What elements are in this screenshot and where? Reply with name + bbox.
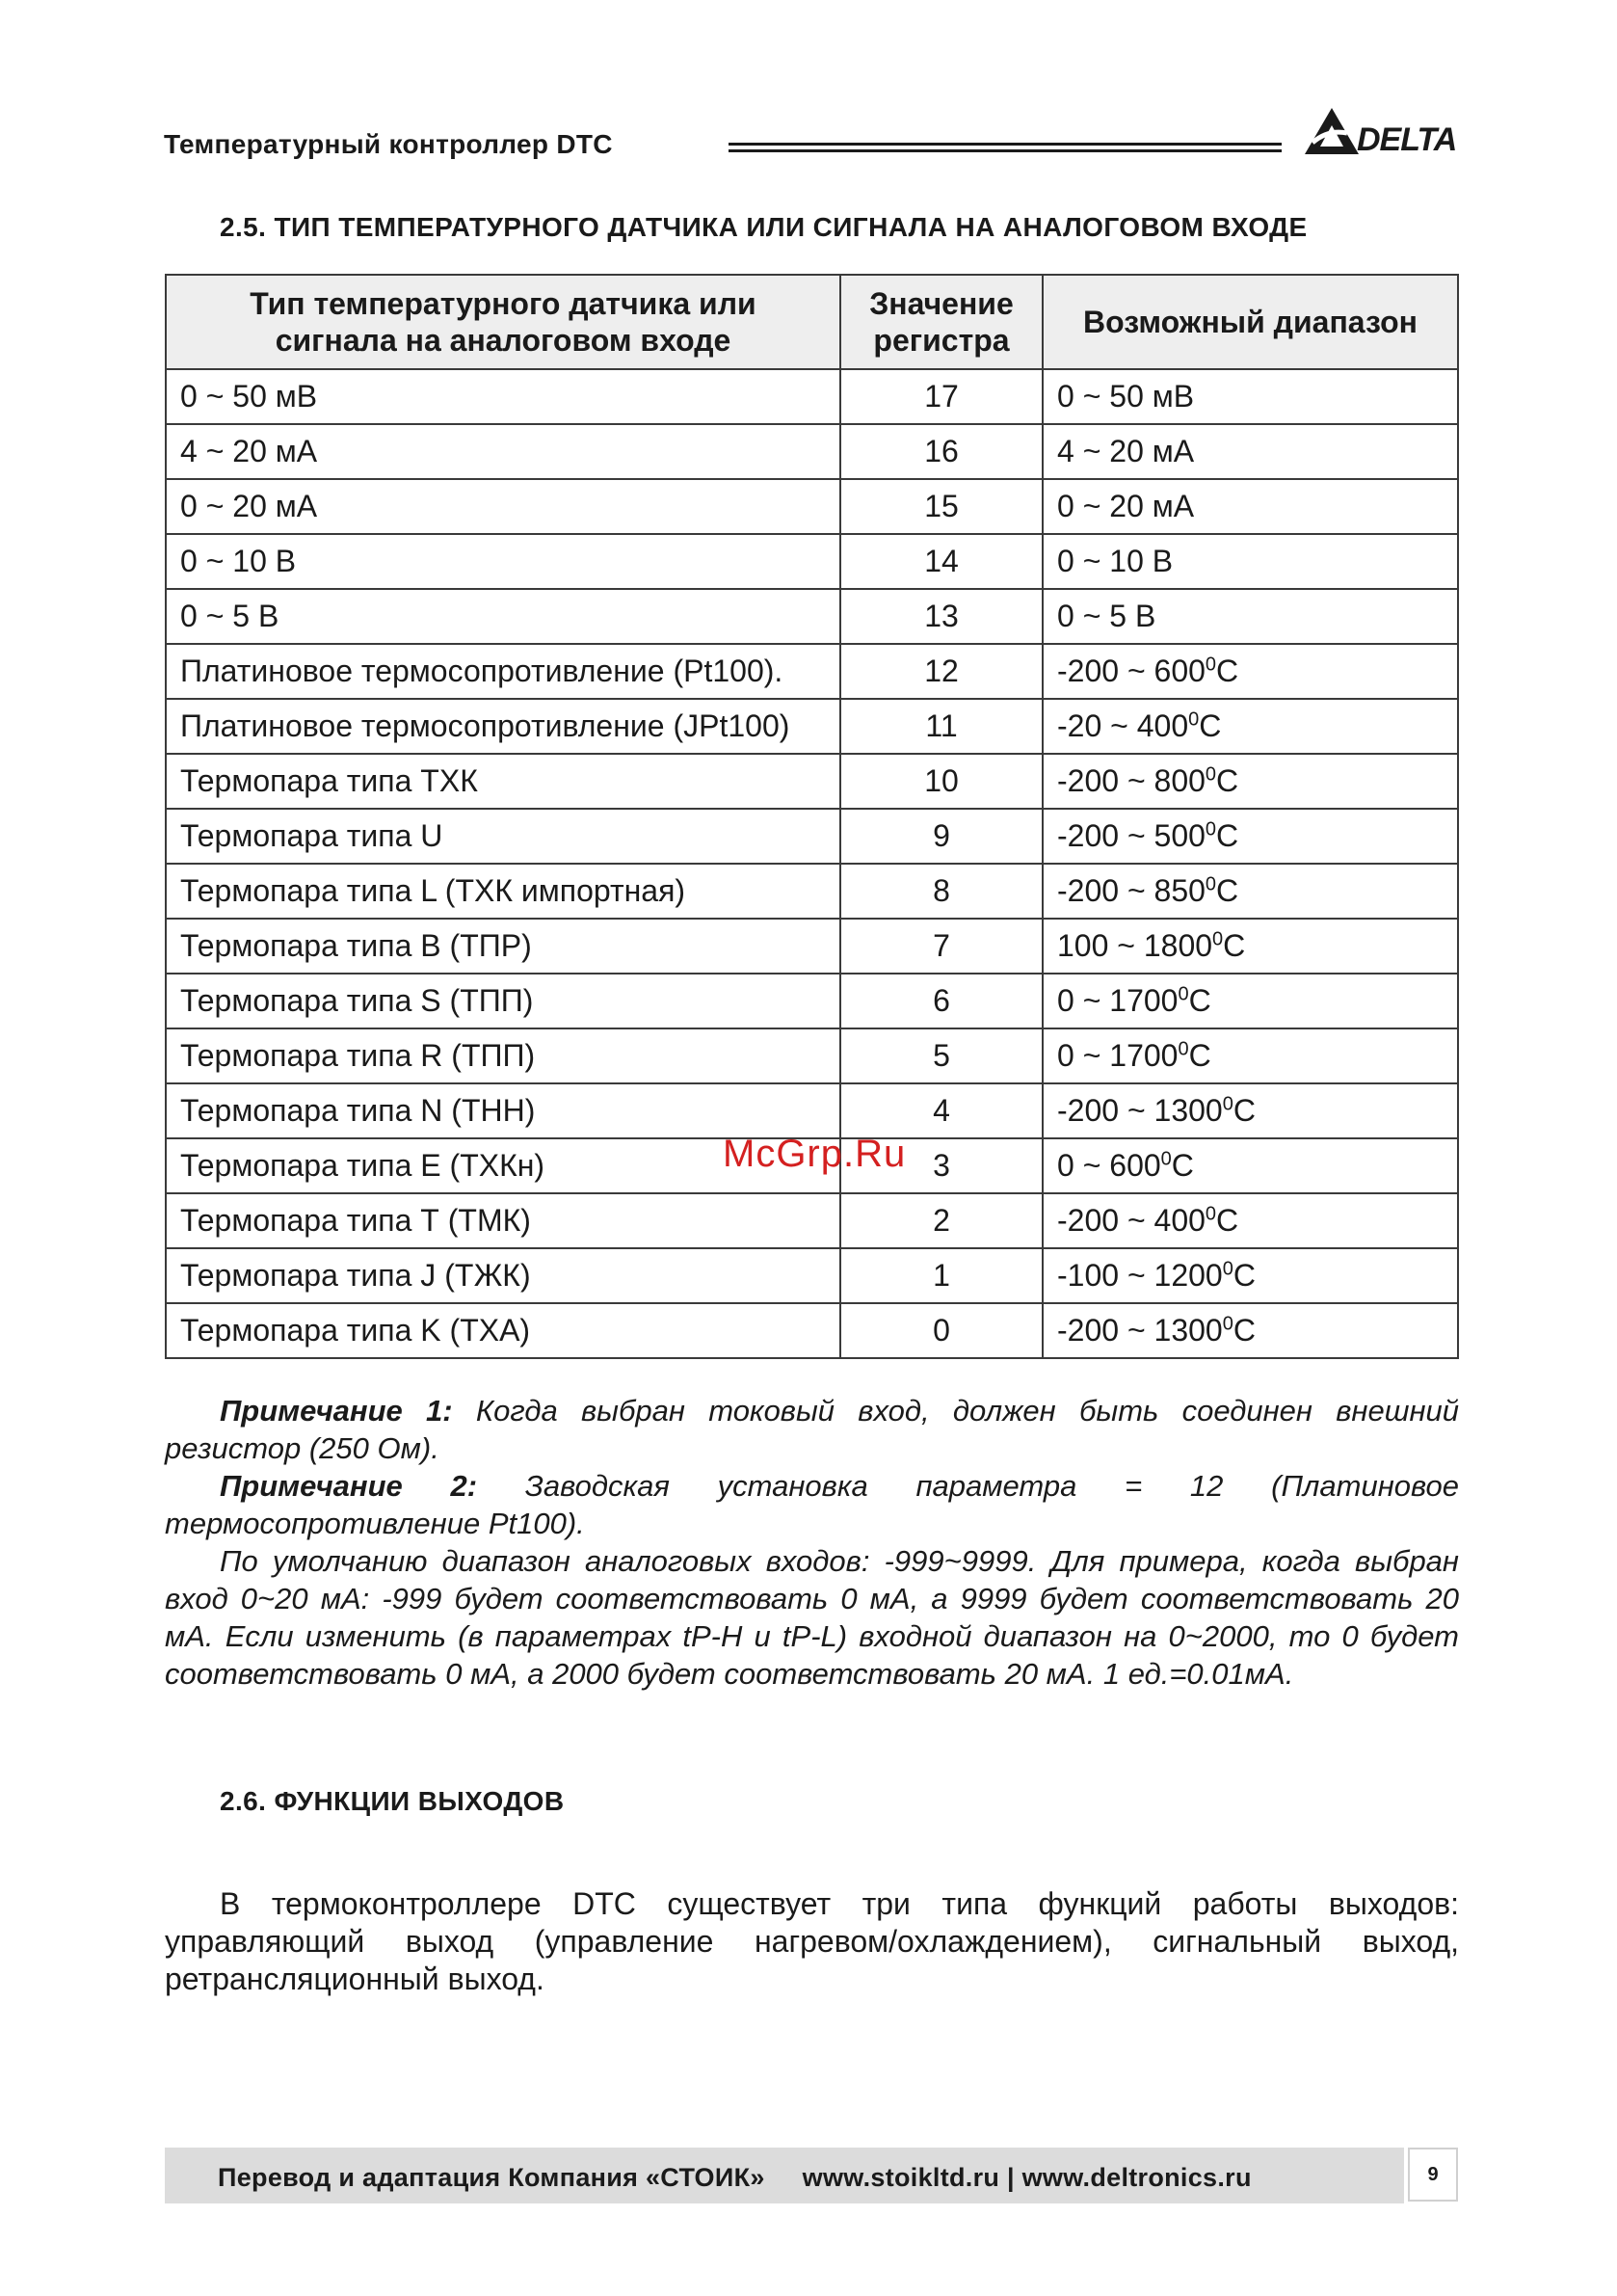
- table-row: [166, 864, 1458, 919]
- range-unit: C: [1233, 1313, 1256, 1348]
- cell-register-value: 7: [840, 919, 1043, 974]
- table-row: [166, 644, 1458, 699]
- table-row: [166, 1193, 1458, 1248]
- cell-range: [1043, 534, 1458, 589]
- table-row: [166, 809, 1458, 864]
- cell-sensor-type: Термопара типа ТХК: [166, 754, 840, 809]
- range-value: -200 ~ 800: [1057, 763, 1206, 798]
- cell-range: [1043, 974, 1458, 1028]
- cell-range: [1043, 369, 1458, 424]
- cell-register-value: 15: [840, 479, 1043, 534]
- range-value: 0 ~ 600: [1057, 1148, 1161, 1183]
- column-header-type-line1: Тип температурного датчика или: [250, 286, 756, 321]
- footer-text: Перевод и адаптация Компания «СТОИК» www.stoikltd.ru | www.deltronics.ru: [218, 2163, 1252, 2192]
- cell-register-value: 2: [840, 1193, 1043, 1248]
- header-rule: [729, 143, 1282, 152]
- degree-mark: 0: [1160, 1148, 1172, 1170]
- cell-register-value: 4: [840, 1083, 1043, 1138]
- cell-register-value: 14: [840, 534, 1043, 589]
- cell-range: [1043, 479, 1458, 534]
- table-row: [166, 424, 1458, 479]
- range-value: -200 ~ 1300: [1057, 1313, 1223, 1348]
- cell-sensor-type: Термопара типа S (ТПП): [166, 974, 840, 1028]
- range-value: 4 ~ 20 мА: [1057, 434, 1195, 468]
- degree-mark: 0: [1205, 873, 1217, 895]
- range-unit: C: [1223, 928, 1246, 963]
- table-row: [166, 919, 1458, 974]
- delta-logo-text: DELTA: [1357, 121, 1457, 158]
- cell-register-value: 17: [840, 369, 1043, 424]
- cell-register-value: 6: [840, 974, 1043, 1028]
- degree-mark: 0: [1178, 1038, 1189, 1060]
- column-header-value: [840, 275, 1043, 369]
- table-row: [166, 699, 1458, 754]
- table-row: [166, 369, 1458, 424]
- range-unit: C: [1216, 818, 1239, 853]
- cell-range: [1043, 1028, 1458, 1083]
- table-row: [166, 1248, 1458, 1303]
- range-value: -200 ~ 400: [1057, 1203, 1206, 1238]
- note-1-label: Примечание 1:: [220, 1394, 453, 1428]
- column-header-type-line2: сигнала на аналоговом входе: [275, 323, 731, 358]
- note-2-label: Примечание 2:: [220, 1469, 478, 1503]
- range-value: 0 ~ 1700: [1057, 1038, 1179, 1073]
- cell-range: [1043, 1303, 1458, 1358]
- cell-range: [1043, 699, 1458, 754]
- column-header-type: [166, 275, 840, 369]
- range-value: -200 ~ 500: [1057, 818, 1206, 853]
- cell-sensor-type: Термопара типа N (ТНН): [166, 1083, 840, 1138]
- range-unit: C: [1216, 654, 1239, 688]
- degree-mark: 0: [1205, 818, 1217, 841]
- cell-sensor-type: 4 ~ 20 мА: [166, 424, 840, 479]
- cell-range: [1043, 589, 1458, 644]
- cell-range: [1043, 864, 1458, 919]
- degree-mark: 0: [1222, 1313, 1233, 1335]
- range-value: 100 ~ 1800: [1057, 928, 1213, 963]
- cell-sensor-type: 0 ~ 50 мВ: [166, 369, 840, 424]
- cell-range: [1043, 1248, 1458, 1303]
- note-2-text: Заводская установка параметра = 12 (Платиновое термосопротивление Pt100).: [165, 1469, 1459, 1540]
- cell-sensor-type: Платиновое термосопротивление (Pt100).: [166, 644, 840, 699]
- document-title: Температурный контроллер DTC: [164, 129, 613, 159]
- range-value: -200 ~ 1300: [1057, 1093, 1223, 1128]
- degree-mark: 0: [1222, 1258, 1233, 1280]
- table-row: [166, 974, 1458, 1028]
- cell-range: [1043, 424, 1458, 479]
- table-row: [166, 1303, 1458, 1358]
- degree-mark: 0: [1222, 1093, 1233, 1115]
- cell-sensor-type: Термопара типа L (ТХК импортная): [166, 864, 840, 919]
- cell-sensor-type: Термопара типа J (ТЖК): [166, 1248, 840, 1303]
- note-3: По умолчанию диапазон аналоговых входов: -999~9999. Для примера, когда выбран вход 0~20 мА: -999 будет соответствовать 0 мА, а 9999 будет соответствовать 20 мА. Если изменить (в параметрах tP-H и tP-L) входной диапазон на 0~2000, то 0 будет соответствовать 0 мА, а 2000 будет соответствовать 20 мА. 1 ед.=0.01мА.: [165, 1544, 1459, 1691]
- cell-register-value: 5: [840, 1028, 1043, 1083]
- cell-register-value: 11: [840, 699, 1043, 754]
- degree-mark: 0: [1205, 763, 1217, 786]
- cell-sensor-type: Термопара типа K (ТХА): [166, 1303, 840, 1358]
- section-heading-sensor-type: 2.5. ТИП ТЕМПЕРАТУРНОГО ДАТЧИКА ИЛИ СИГНАЛА НА АНАЛОГОВОМ ВХОДЕ: [220, 212, 1308, 242]
- table-row: [166, 589, 1458, 644]
- range-unit: C: [1171, 1148, 1194, 1183]
- range-unit: C: [1188, 983, 1211, 1018]
- cell-register-value: 13: [840, 589, 1043, 644]
- table-row: [166, 479, 1458, 534]
- cell-range: [1043, 1083, 1458, 1138]
- note-1: [165, 1392, 1459, 1467]
- range-value: 0 ~ 50 мВ: [1057, 379, 1195, 414]
- cell-range: [1043, 754, 1458, 809]
- cell-register-value: 10: [840, 754, 1043, 809]
- table-row: [166, 1083, 1458, 1138]
- table-row: [166, 754, 1458, 809]
- range-value: 0 ~ 20 мА: [1057, 489, 1195, 523]
- cell-sensor-type: Термопара типа Т (ТМК): [166, 1193, 840, 1248]
- cell-range: [1043, 919, 1458, 974]
- page-number: 9: [1408, 2148, 1458, 2202]
- degree-mark: 0: [1212, 928, 1224, 950]
- range-unit: C: [1188, 1038, 1211, 1073]
- range-value: -200 ~ 850: [1057, 873, 1206, 908]
- range-unit: C: [1233, 1093, 1256, 1128]
- cell-register-value: 3: [840, 1138, 1043, 1193]
- sensor-type-table: [165, 274, 1459, 1359]
- table-row: [166, 534, 1458, 589]
- cell-sensor-type: Термопара типа U: [166, 809, 840, 864]
- cell-range: [1043, 1193, 1458, 1248]
- range-unit: C: [1199, 708, 1222, 743]
- range-unit: C: [1216, 763, 1239, 798]
- range-value: 0 ~ 10 В: [1057, 544, 1174, 578]
- range-unit: C: [1233, 1258, 1256, 1293]
- degree-mark: 0: [1205, 1203, 1217, 1225]
- cell-register-value: 9: [840, 809, 1043, 864]
- note-1-text: Когда выбран токовый вход, должен быть соединен внешний резистор (250 Ом).: [165, 1394, 1459, 1465]
- cell-sensor-type: Термопара типа E (ТХКн): [166, 1138, 840, 1193]
- watermark: McGrp.Ru: [723, 1133, 907, 1175]
- cell-register-value: 12: [840, 644, 1043, 699]
- cell-sensor-type: Термопара типа В (ТПР): [166, 919, 840, 974]
- range-unit: C: [1216, 1203, 1239, 1238]
- range-value: -100 ~ 1200: [1057, 1258, 1223, 1293]
- cell-range: [1043, 644, 1458, 699]
- table-row: [166, 1028, 1458, 1083]
- column-header-value-line1: Значение: [869, 286, 1014, 321]
- cell-sensor-type: Платиновое термосопротивление (JPt100): [166, 699, 840, 754]
- cell-register-value: 8: [840, 864, 1043, 919]
- range-unit: C: [1216, 873, 1239, 908]
- range-value: 0 ~ 5 В: [1057, 599, 1156, 633]
- column-header-range: Возможный диапазон: [1043, 275, 1458, 369]
- outputs-paragraph: В термоконтроллере DTC существует три типа функций работы выходов: управляющий выход (управление нагревом/охлаждением), сигнальный выход, ретрансляционный выход.: [165, 1886, 1459, 1996]
- cell-sensor-type: 0 ~ 10 В: [166, 534, 840, 589]
- table-header-row: [166, 275, 1458, 369]
- column-header-value-line2: регистра: [873, 323, 1010, 358]
- note-2: [165, 1467, 1459, 1542]
- cell-range: [1043, 1138, 1458, 1193]
- range-value: 0 ~ 1700: [1057, 983, 1179, 1018]
- range-value: -200 ~ 600: [1057, 654, 1206, 688]
- cell-register-value: 1: [840, 1248, 1043, 1303]
- section-heading-outputs: 2.6. ФУНКЦИИ ВЫХОДОВ: [220, 1786, 565, 1816]
- range-value: -20 ~ 400: [1057, 708, 1189, 743]
- cell-sensor-type: 0 ~ 20 мА: [166, 479, 840, 534]
- cell-register-value: 16: [840, 424, 1043, 479]
- cell-sensor-type: Термопара типа R (ТПП): [166, 1028, 840, 1083]
- degree-mark: 0: [1178, 983, 1189, 1005]
- cell-sensor-type: 0 ~ 5 В: [166, 589, 840, 644]
- cell-register-value: 0: [840, 1303, 1043, 1358]
- degree-mark: 0: [1188, 708, 1200, 731]
- degree-mark: 0: [1205, 654, 1217, 676]
- cell-range: [1043, 809, 1458, 864]
